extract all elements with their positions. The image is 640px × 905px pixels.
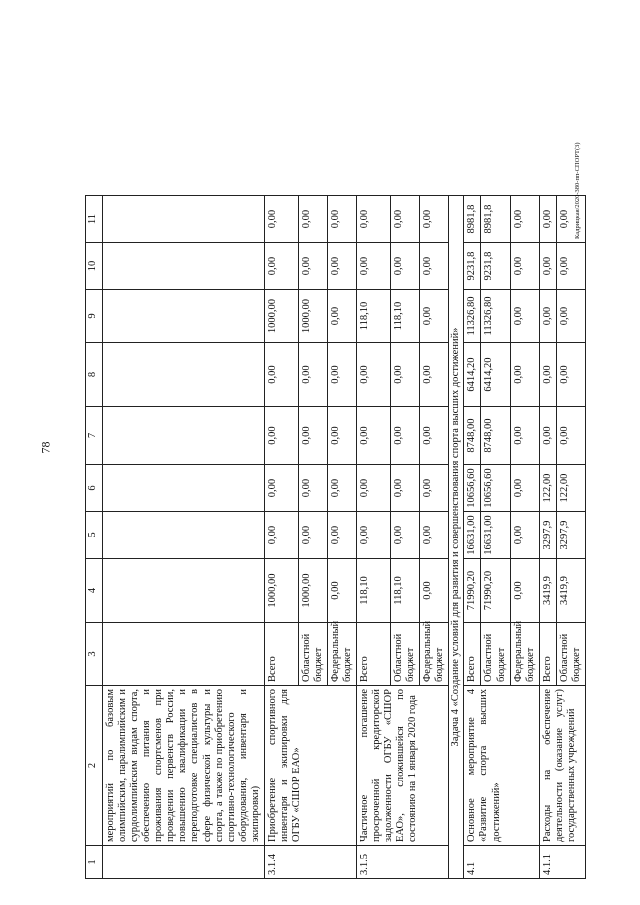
cell-value: 71990,20 <box>464 559 481 623</box>
cell-value: 0,00 <box>510 290 539 343</box>
funding-source: Всего <box>264 623 298 686</box>
cell-value: 6414,20 <box>464 343 481 407</box>
cell-value: 11326,80 <box>464 290 481 343</box>
document-stamp: Кадрицкая/2020-380-пп-СПОРТ(3) <box>573 142 581 239</box>
funding-source: Областной бюджет <box>298 623 327 686</box>
cell-value: 0,00 <box>327 290 356 343</box>
funding-source: Областной бюджет <box>556 623 585 686</box>
blank-margin <box>86 30 103 196</box>
row-id: 3.1.4 <box>264 846 356 879</box>
task-heading: Задача 4 «Создание условий для развития и совершенствования спорта высших достижений» <box>449 196 464 879</box>
page-number: 78 <box>38 441 53 454</box>
funding-source: Федеральный бюджет <box>327 623 356 686</box>
funding-source: Федеральный бюджет <box>510 623 539 686</box>
cell-value: 0,00 <box>510 512 539 559</box>
cell-value: 8748,00 <box>481 407 510 465</box>
col-header: 9 <box>86 290 103 343</box>
cell-value: 0,00 <box>556 243 585 290</box>
cell-value: 0,00 <box>420 343 449 407</box>
cell-value: 0,00 <box>357 407 391 465</box>
cell-value: 0,00 <box>327 243 356 290</box>
continuation-text: мероприятий по базовым олимпийским, паралимпийским и сурдолимпийским видам спорта, обеспечению питания и проживания спортсменов при проведении первенств России, повышению квалификации и переподготовке специалистов в сфере физической культуры и спорта, а также по приобретению спортивно-технологического оборудования, инвентаря и экипировки) <box>103 686 265 846</box>
cell-value: 118,10 <box>391 559 420 623</box>
column-number-row <box>86 30 103 879</box>
cell-value: 8981,8 <box>481 196 510 243</box>
cell-value: 3297,9 <box>539 512 556 559</box>
cell-value: 0,00 <box>264 196 298 243</box>
cell-value: 122,00 <box>539 465 556 512</box>
cell-value: 0,00 <box>391 512 420 559</box>
cell-value: 0,00 <box>391 243 420 290</box>
cell-value: 1000,00 <box>298 559 327 623</box>
row-name: Приобретение спортивного инвентаря и экипировки для ОГБУ «СШОР ЕАО» <box>264 686 356 846</box>
cell-value: 0,00 <box>298 196 327 243</box>
row-id: 4.1 <box>464 846 539 879</box>
cell-value: 8748,00 <box>464 407 481 465</box>
cell-value: 0,00 <box>420 465 449 512</box>
table-row <box>264 30 298 879</box>
cell-value: 122,00 <box>556 465 585 512</box>
col-header: 11 <box>86 196 103 243</box>
cell-value: 0,00 <box>264 512 298 559</box>
cell-value: 0,00 <box>510 407 539 465</box>
cell-value: 0,00 <box>420 407 449 465</box>
cell-value: 0,00 <box>539 290 556 343</box>
col-header: 2 <box>86 686 103 846</box>
cell-value: 6414,20 <box>481 343 510 407</box>
cell-value: 3297,9 <box>556 512 585 559</box>
row-id: 4.1.1 <box>539 846 585 879</box>
col-header: 5 <box>86 512 103 559</box>
cell-value: 3419,9 <box>556 559 585 623</box>
row-id: 3.1.5 <box>357 846 449 879</box>
row-name: Частичное погашение просроченной кредиторской задолженности ОГБУ «СШОР ЕАО», сложившейся по состоянию на 1 января 2020 года <box>357 686 449 846</box>
cell-value: 0,00 <box>357 196 391 243</box>
cell-value: 0,00 <box>391 407 420 465</box>
cell-value: 0,00 <box>539 196 556 243</box>
cell-value: 0,00 <box>298 243 327 290</box>
cell-value: 0,00 <box>420 196 449 243</box>
cell-value: 0,00 <box>510 559 539 623</box>
cell-value: 118,10 <box>391 290 420 343</box>
col-header: 3 <box>86 623 103 686</box>
cell-value: 0,00 <box>357 243 391 290</box>
cell-value: 0,00 <box>391 465 420 512</box>
cell-value: 0,00 <box>357 465 391 512</box>
col-header: 6 <box>86 465 103 512</box>
continuation-row <box>103 30 265 879</box>
cell-value: 0,00 <box>264 343 298 407</box>
cell-value: 0,00 <box>420 512 449 559</box>
cell-value: 10656,60 <box>464 465 481 512</box>
cell-value: 0,00 <box>298 512 327 559</box>
cell-value: 0,00 <box>327 512 356 559</box>
funding-source: Всего <box>539 623 556 686</box>
row-name: Расходы на обеспечение деятельности (оказание услуг) государственных учреждений <box>539 686 585 846</box>
cell-value: 9231,8 <box>481 243 510 290</box>
cell-value: 1000,00 <box>298 290 327 343</box>
cell-value: 0,00 <box>264 243 298 290</box>
funding-source: Федеральный бюджет <box>420 623 449 686</box>
cell-value: 0,00 <box>327 465 356 512</box>
col-header: 7 <box>86 407 103 465</box>
cell-value: 0,00 <box>298 407 327 465</box>
task-heading-row <box>449 30 464 879</box>
cell-value: 0,00 <box>357 512 391 559</box>
cell-value: 0,00 <box>510 343 539 407</box>
cell-value: 0,00 <box>298 465 327 512</box>
funding-source: Всего <box>464 623 481 686</box>
program-table-sheet <box>85 30 617 879</box>
cell-value: 0,00 <box>556 290 585 343</box>
funding-source: Областной бюджет <box>481 623 510 686</box>
cell-value: 0,00 <box>539 407 556 465</box>
cell-value: 0,00 <box>327 559 356 623</box>
cell-value: 16631,00 <box>464 512 481 559</box>
cell-value: 0,00 <box>556 343 585 407</box>
cell-value: 0,00 <box>327 343 356 407</box>
cell-value: 10656,60 <box>481 465 510 512</box>
funding-source: Областной бюджет <box>391 623 420 686</box>
col-header: 1 <box>86 846 103 879</box>
cell-value: 11326,80 <box>481 290 510 343</box>
cell-value: 0,00 <box>510 196 539 243</box>
cell-value: 71990,20 <box>481 559 510 623</box>
cell-value: 0,00 <box>539 343 556 407</box>
cell-value: 118,10 <box>357 290 391 343</box>
cell-value: 0,00 <box>420 559 449 623</box>
cell-value: 0,00 <box>298 343 327 407</box>
cell-value: 0,00 <box>327 407 356 465</box>
table-row <box>464 30 481 879</box>
cell-value: 8981,8 <box>464 196 481 243</box>
cell-value: 0,00 <box>391 196 420 243</box>
cell-value: 3419,9 <box>539 559 556 623</box>
cell-value: 0,00 <box>510 243 539 290</box>
program-funding-table <box>85 29 586 879</box>
cell-value: 1000,00 <box>264 559 298 623</box>
cell-value: 118,10 <box>357 559 391 623</box>
table-row <box>539 30 556 879</box>
rotated-page <box>85 30 617 879</box>
cell-value: 0,00 <box>264 465 298 512</box>
cell-value: 0,00 <box>420 243 449 290</box>
funding-source: Всего <box>357 623 391 686</box>
cell-value: 16631,00 <box>481 512 510 559</box>
cell-value: 0,00 <box>391 343 420 407</box>
cell-value-text: 0,00 <box>558 209 570 229</box>
cell-value: 1000,00 <box>264 290 298 343</box>
cell-value: 0,00 <box>327 196 356 243</box>
cell-value: 9231,8 <box>464 243 481 290</box>
cell-value: 0,00 <box>510 465 539 512</box>
cell-value: 0,00 <box>556 407 585 465</box>
cell-value: 0,00 <box>539 243 556 290</box>
cell-value <box>556 142 585 243</box>
col-header: 8 <box>86 343 103 407</box>
table-row <box>357 30 391 879</box>
col-header: 10 <box>86 243 103 290</box>
col-header: 4 <box>86 559 103 623</box>
cell-value: 0,00 <box>420 290 449 343</box>
cell-value: 0,00 <box>264 407 298 465</box>
row-name: Основное мероприятие 4 «Развитие спорта высших достижений» <box>464 686 539 846</box>
cell-value: 0,00 <box>357 343 391 407</box>
